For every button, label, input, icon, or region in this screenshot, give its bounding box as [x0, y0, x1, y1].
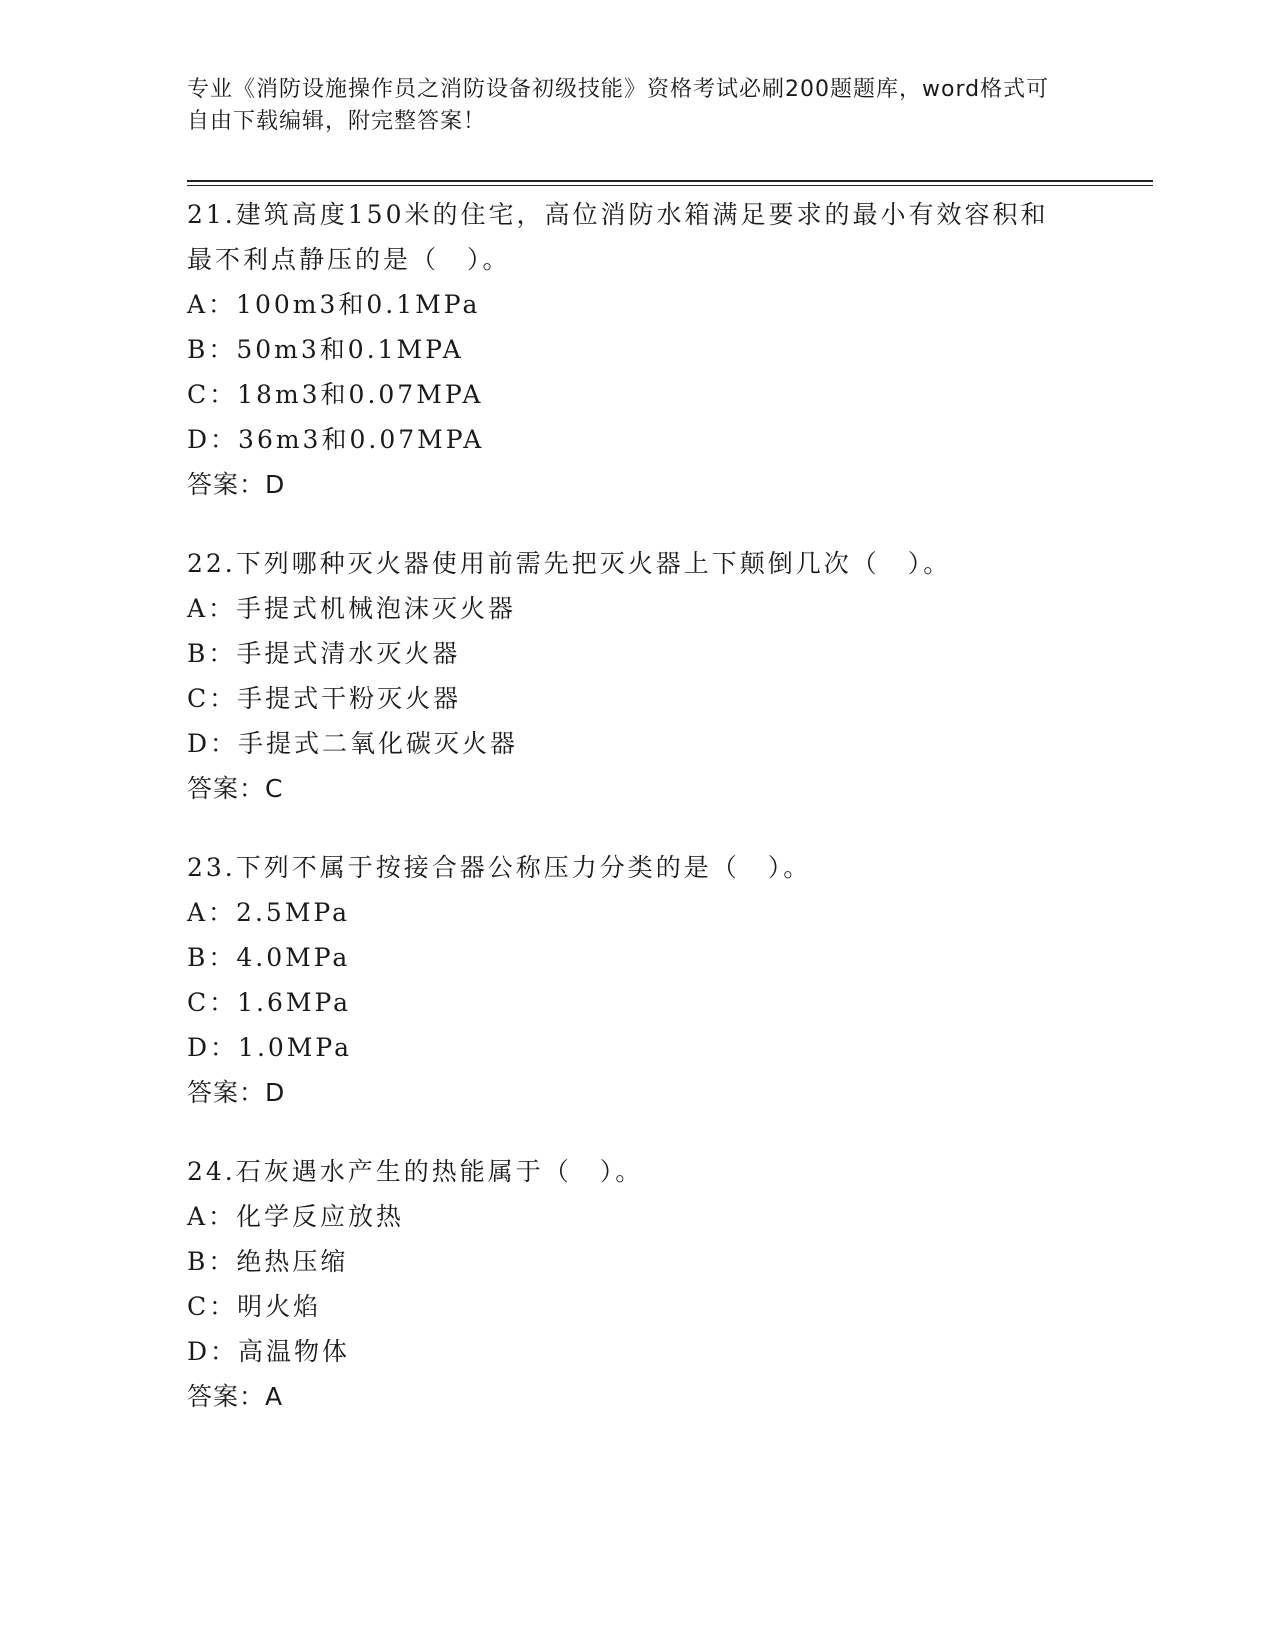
question-stem: 23.下列不属于按接合器公称压力分类的是（ ）。: [187, 853, 812, 882]
answer-line: 答案：C: [187, 774, 284, 803]
question-23: [187, 845, 1147, 1115]
question-stem: 22.下列哪种灭火器使用前需先把灭火器上下颠倒几次（ ）。: [187, 549, 952, 578]
question-stem: 21.建筑高度150米的住宅，高位消防水箱满足要求的最小有效容积和最不利点静压的是（ ）。: [187, 200, 1049, 274]
header-divider-thick: [187, 180, 1153, 182]
option-a: A：化学反应放热: [187, 1202, 405, 1231]
document-header: 专业《消防设施操作员之消防设备初级技能》资格考试必刷200题题库，word格式可自由下载编辑，附完整答案！: [187, 77, 1050, 134]
option-a: A：100m3和0.1MPa: [187, 290, 481, 319]
option-d: D：手提式二氧化碳灭火器: [187, 729, 519, 758]
option-d: D：高温物体: [187, 1337, 351, 1366]
answer-line: 答案：D: [187, 470, 286, 499]
option-b: B：4.0MPa: [187, 943, 351, 972]
option-c: C：手提式干粉灭火器: [187, 684, 462, 713]
answer-line: 答案：D: [187, 1078, 286, 1107]
question-24: [187, 1149, 1147, 1419]
question-stem: 24.石灰遇水产生的热能属于（ ）。: [187, 1157, 644, 1186]
option-b: B：手提式清水灭火器: [187, 639, 461, 668]
question-22: [187, 541, 1147, 811]
question-21: [187, 192, 1147, 507]
option-c: C：1.6MPa: [187, 988, 352, 1017]
option-d: D：36m3和0.07MPA: [187, 425, 485, 454]
option-a: A：2.5MPa: [187, 898, 351, 927]
option-b: B：50m3和0.1MPA: [187, 335, 464, 364]
header-divider-thin: [187, 185, 1153, 186]
option-d: D：1.0MPa: [187, 1033, 353, 1062]
option-a: A：手提式机械泡沫灭火器: [187, 594, 517, 623]
option-c: C：18m3和0.07MPA: [187, 380, 484, 409]
option-c: C：明火焰: [187, 1292, 322, 1321]
question-list: [187, 192, 1147, 1453]
option-b: B：绝热压缩: [187, 1247, 349, 1276]
answer-line: 答案：A: [187, 1382, 284, 1411]
